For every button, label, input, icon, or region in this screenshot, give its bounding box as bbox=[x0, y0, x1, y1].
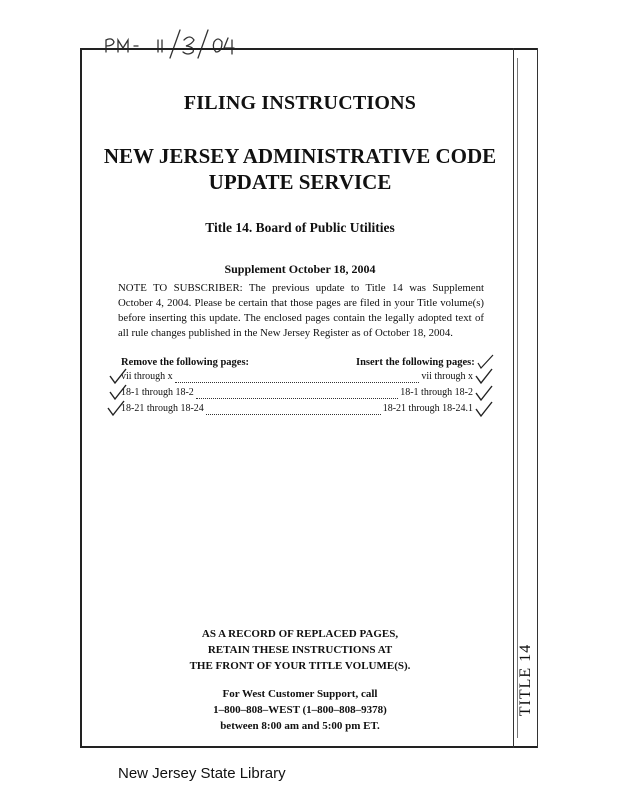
side-tab-label bbox=[516, 640, 536, 720]
check-mark-icon bbox=[106, 399, 126, 417]
side-tab-rule bbox=[517, 58, 518, 738]
insert-pages: 18-21 through 18-24.1 bbox=[382, 403, 473, 414]
subtitle-line: NEW JERSEY ADMINISTRATIVE CODE bbox=[103, 144, 497, 168]
check-mark-icon bbox=[474, 400, 494, 418]
side-tab-text: TITLE 14 bbox=[517, 643, 535, 717]
customer-support bbox=[95, 686, 505, 734]
remove-pages: vii through x bbox=[121, 371, 173, 382]
dot-leader bbox=[206, 414, 381, 415]
document-subtitle bbox=[95, 143, 505, 195]
check-mark-icon bbox=[474, 367, 494, 385]
document-title: FILING INSTRUCTIONS bbox=[183, 92, 417, 114]
subtitle-line: UPDATE SERVICE bbox=[208, 170, 392, 194]
support-phone: 1–800–808–WEST (1–800–808–9378) bbox=[213, 704, 387, 716]
footer-library: New Jersey State Library bbox=[118, 765, 286, 782]
record-line: AS A RECORD OF REPLACED PAGES, bbox=[201, 628, 399, 640]
page-row bbox=[121, 403, 473, 419]
remove-pages: 18-21 through 18-24 bbox=[121, 403, 204, 414]
supplement-date: Supplement October 18, 2004 bbox=[224, 262, 376, 276]
record-instructions bbox=[95, 626, 505, 674]
note-to-subscriber: NOTE TO SUBSCRIBER: The previous update to Title 14 was Supplement October 4, 2004. Please be certain that those pages are filed in your Title volume(s) before inserting this update. The enclosed pages contain the legally adopted text of all rule changes published in the New Jersey Register as of October 18, 2004. bbox=[118, 282, 484, 339]
dot-leader bbox=[196, 398, 398, 399]
support-line: For West Customer Support, call bbox=[222, 688, 378, 700]
insert-heading: Insert the following pages: bbox=[356, 357, 475, 368]
page-row bbox=[121, 387, 473, 403]
record-line: RETAIN THESE INSTRUCTIONS AT bbox=[207, 644, 393, 656]
remove-pages: 18-1 through 18-2 bbox=[121, 387, 194, 398]
page-row bbox=[121, 371, 473, 387]
dot-leader bbox=[175, 382, 420, 383]
insert-pages: vii through x bbox=[421, 371, 473, 382]
remove-heading: Remove the following pages: bbox=[121, 357, 250, 368]
insert-pages: 18-1 through 18-2 bbox=[400, 387, 473, 398]
record-line: THE FRONT OF YOUR TITLE VOLUME(S). bbox=[189, 660, 411, 672]
title-section: Title 14. Board of Public Utilities bbox=[205, 220, 395, 235]
support-hours: between 8:00 am and 5:00 pm ET. bbox=[220, 720, 380, 732]
